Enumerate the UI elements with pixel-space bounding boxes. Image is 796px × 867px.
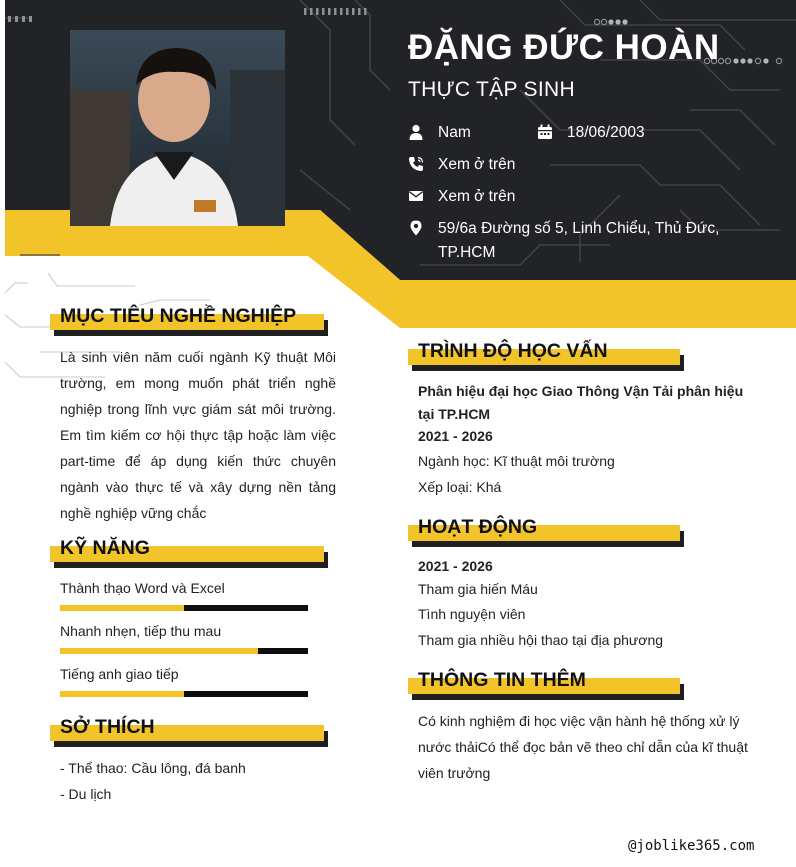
skills-title: KỸ NĂNG [60,537,150,559]
extra-text: Có kinh nghiệm đi học việc vận hành hệ thống xử lý nước thảiCó thể đọc bản vẽ theo chỉ dẫn của kĩ thuật viên trưởng [418,713,748,781]
activities-period: 2021 - 2026 [418,558,493,574]
education-title: TRÌNH ĐỘ HỌC VẤN [418,340,608,362]
phone-icon [408,156,424,172]
gender-row [408,121,528,145]
objective-text: Là sinh viên năm cuối ngành Kỹ thuật Môi trường, em mong muốn phát triển nghề nghiệp trong lĩnh vực giám sát môi trường. Em tìm kiếm cơ hội thực tập hoặc làm việc part-time để áp dụng kiến thức chuyên ngành vào thực tế và xây dựng nền tảng nghề nghiệp vững chắc [60,349,336,521]
education-period: 2021 - 2026 [418,428,493,444]
envelope-icon [408,188,424,204]
activity-item: Tham gia hiến Máu [418,581,538,597]
education-heading [408,340,686,371]
skill-bar [60,648,308,654]
map-pin-icon [408,220,424,236]
address-value: 59/6a Đường số 5, Linh Chiểu, Thủ Đức, TP.HCM [438,220,720,261]
extra-heading [408,669,686,700]
skill-level [60,605,184,611]
skills-heading [50,537,328,568]
hobbies-heading [50,716,328,747]
education-school: Phân hiệu đại học Giao Thông Vận Tải phân hiệu tại TP.HCM [418,383,744,422]
objective-heading [50,305,328,336]
candidate-role: THỰC TẬP SINH [408,78,575,101]
education-grade: Xếp loại: Khá [418,479,502,495]
activity-item: Tham gia nhiều hội thao tại địa phương [418,632,664,648]
phone-value: Xem ở trên [438,156,516,173]
birthdate-row [537,121,717,145]
hobby-item: - Thể thao: Cầu lông, đá banh [60,760,246,776]
skill-bar [60,605,308,611]
skill-label: Tiếng anh giao tiếp [60,666,179,682]
email-row [408,185,708,209]
gender-value: Nam [438,124,471,141]
email-value: Xem ở trên [438,188,516,205]
birthdate-value: 18/06/2003 [567,124,645,141]
skill-label: Nhanh nhẹn, tiếp thu mau [60,623,222,639]
address-row [408,217,738,265]
candidate-name: ĐẶNG ĐỨC HOÀN [408,28,720,67]
activity-item: Tình nguyện viên [418,606,526,622]
phone-row [408,153,708,177]
activities-heading [408,516,686,547]
skill-level [60,691,184,697]
extra-title: THÔNG TIN THÊM [418,669,586,691]
education-major: Ngành học: Kĩ thuật môi trường [418,453,615,469]
skill-level [60,648,258,654]
calendar-icon [537,124,553,140]
skill-bar [60,691,308,697]
activities-title: HOẠT ĐỘNG [418,516,538,538]
objective-title: MỤC TIÊU NGHỀ NGHIỆP [60,305,297,327]
hobby-item: - Du lịch [60,786,112,802]
skill-label: Thành thạo Word và Excel [60,580,225,596]
profile-photo [70,30,285,226]
watermark: @joblike365.com [628,838,755,854]
person-icon [408,124,424,140]
hobbies-title: SỞ THÍCH [60,716,155,738]
